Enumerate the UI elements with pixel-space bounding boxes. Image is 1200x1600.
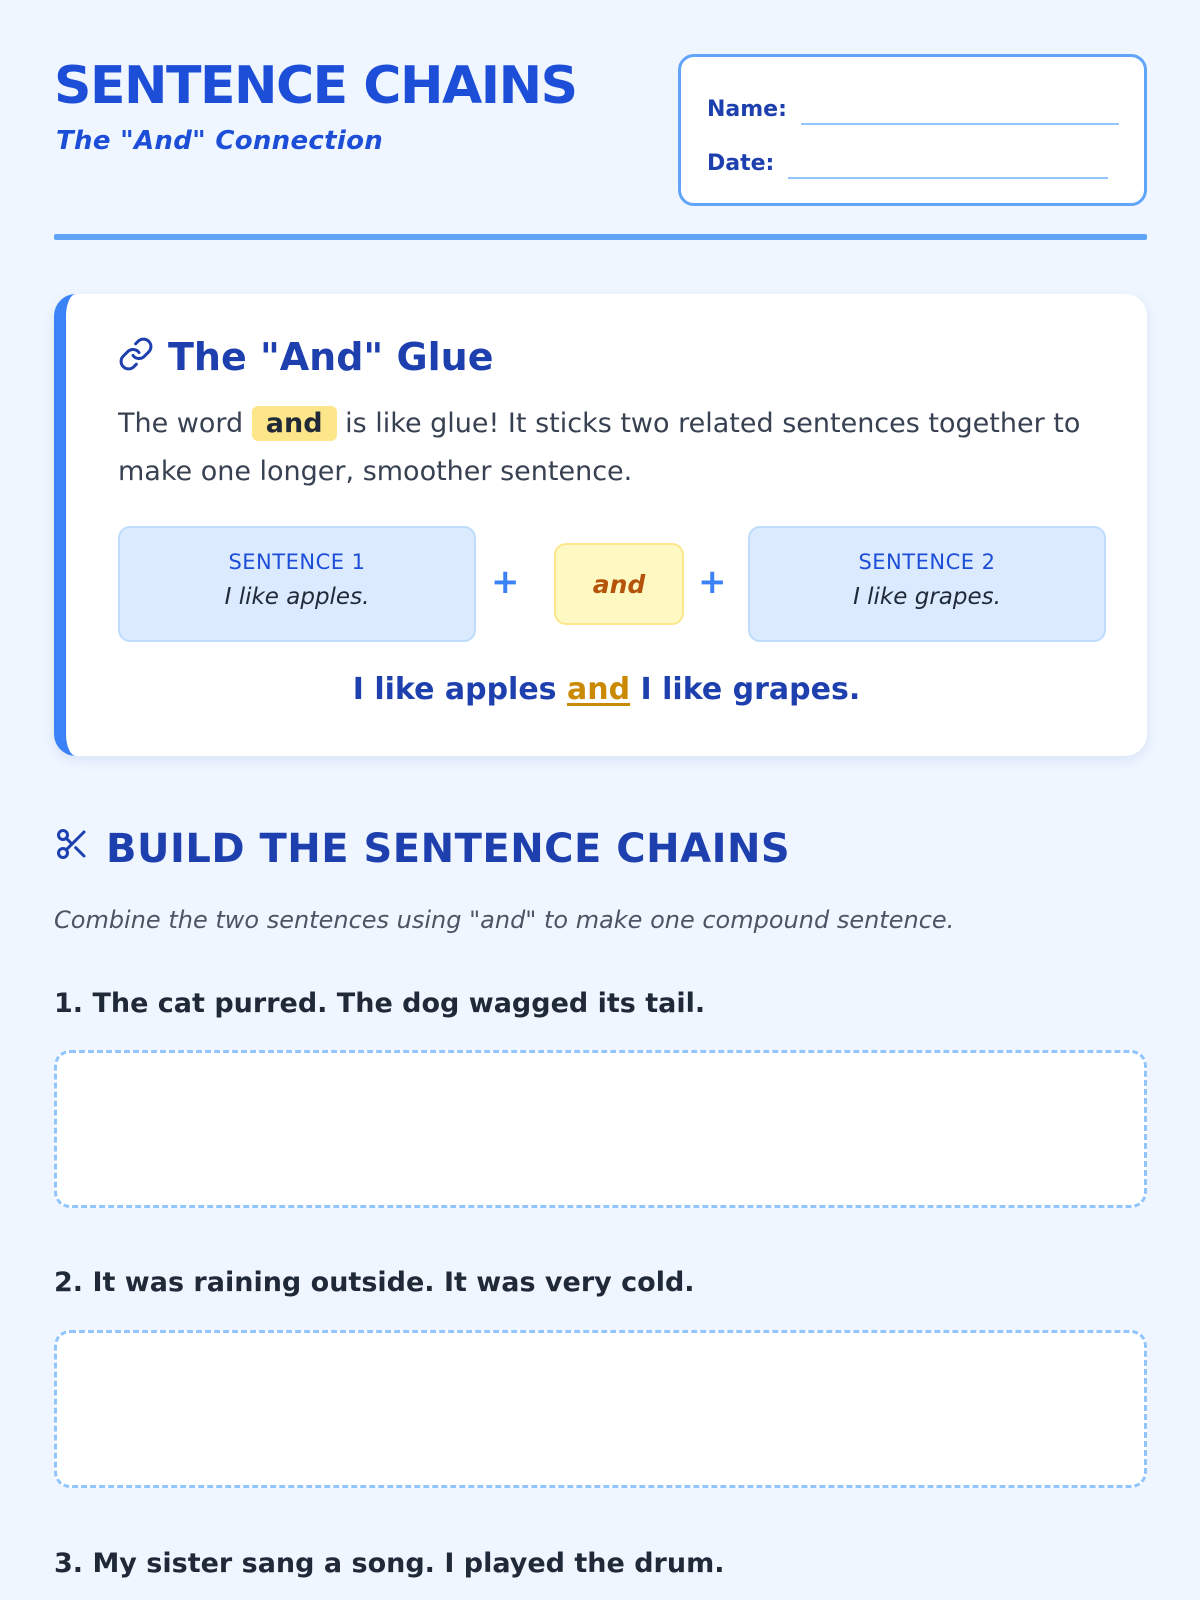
result-before: I like apples	[352, 672, 557, 707]
highlight-word: and	[252, 406, 337, 441]
page-subtitle: The "And" Connection	[56, 126, 384, 156]
sentence-2-label: SENTENCE 2	[858, 550, 996, 574]
question-1: 1. The cat purred. The dog wagged its tail.	[54, 988, 706, 1019]
plus-sign: +	[698, 562, 727, 602]
question-3: 3. My sister sang a song. I played the drum.	[54, 1548, 725, 1579]
glue-explanation-text	[118, 400, 1098, 496]
date-label: Date:	[707, 151, 775, 176]
sentence-2-box	[748, 526, 1106, 642]
result-after: I like grapes.	[640, 672, 861, 707]
result-and: and	[567, 672, 631, 707]
question-2: 2. It was raining outside. It was very cold.	[54, 1267, 695, 1298]
sentence-1-label: SENTENCE 1	[228, 550, 366, 574]
text-before: The word	[118, 408, 244, 439]
instructions: Combine the two sentences using "and" to make one compound sentence.	[54, 906, 955, 934]
worksheet-header	[54, 54, 1147, 240]
text-after: is like glue! It sticks two related sentences together to make one longer, smoother sentence.	[118, 408, 1081, 487]
section-heading	[54, 826, 790, 872]
date-field[interactable]	[788, 177, 1108, 179]
sentence-2-text: I like grapes.	[853, 584, 1001, 610]
name-field[interactable]	[801, 123, 1119, 125]
date-field-row	[707, 141, 1108, 175]
link-icon	[118, 336, 168, 378]
section-title: BUILD THE SENTENCE CHAINS	[106, 826, 791, 872]
answer-box-1[interactable]	[54, 1050, 1147, 1208]
name-field-row	[707, 87, 1119, 121]
answer-box-2[interactable]	[54, 1330, 1147, 1488]
and-box: and	[554, 543, 684, 625]
glue-card-title-text: The "And" Glue	[168, 335, 494, 379]
name-date-box	[678, 54, 1147, 206]
scissors-icon	[54, 826, 106, 872]
sentence-1-box	[118, 526, 476, 642]
sentence-1-text: I like apples.	[224, 584, 370, 610]
plus-sign: +	[491, 562, 520, 602]
glue-explanation-card	[54, 294, 1147, 756]
page-title: SENTENCE CHAINS	[54, 56, 577, 116]
name-label: Name:	[707, 97, 787, 122]
glue-card-title	[118, 336, 494, 378]
header-divider	[54, 234, 1147, 240]
combined-sentence	[66, 672, 1147, 707]
